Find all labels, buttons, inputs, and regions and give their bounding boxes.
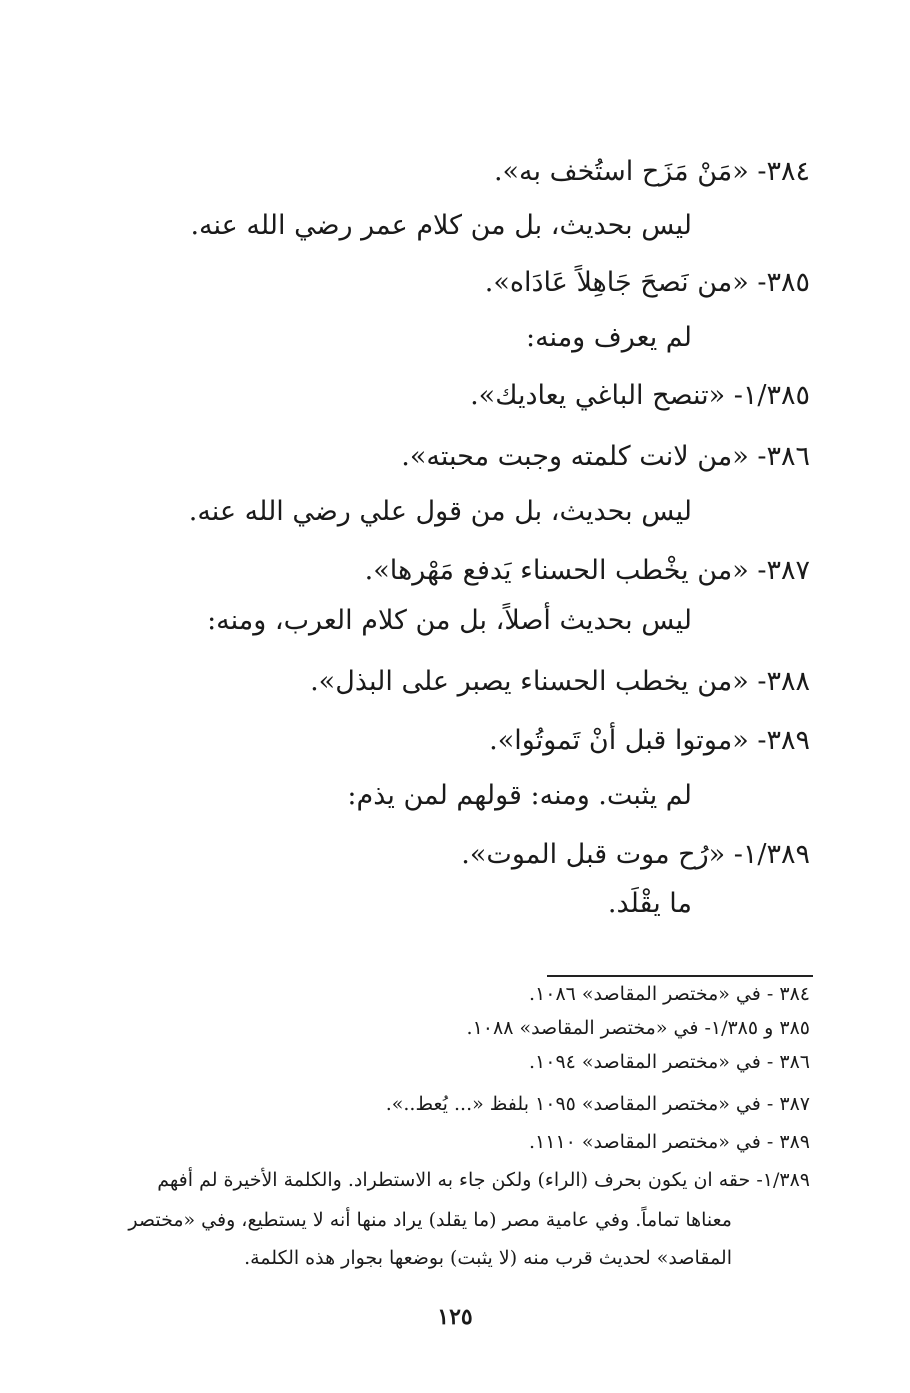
footnote-384 (529, 980, 810, 1008)
entry-number: ١/٣٨٩- (733, 839, 810, 870)
page-number: ١٢٥ (437, 1304, 473, 1330)
footnote-divider (547, 975, 813, 977)
footnote-ref: ٣٨٩ - (766, 1131, 810, 1153)
footnote-386 (529, 1048, 810, 1076)
entry-386 (401, 437, 810, 477)
entry-number: ٣٨٧- (757, 555, 810, 586)
footnote-ref: ٣٨٦ - (766, 1051, 810, 1073)
footnote-text: في «مختصر المقاصد» ١٠٩٤. (529, 1051, 761, 1073)
entry-text: «من يخطب الحسناء يصبر على البذل». (310, 666, 749, 697)
footnote-389 (529, 1128, 810, 1156)
entry-389-1 (461, 835, 810, 875)
entry-385 (485, 263, 810, 303)
entry-386-comment: ليس بحديث، بل من قول علي رضي الله عنه. (188, 496, 692, 527)
entry-number: ٣٨٩- (757, 725, 810, 756)
entry-text: «رُح موت قبل الموت». (461, 839, 726, 870)
entry-number: ٣٨٤- (757, 156, 810, 187)
entry-384-comment: ليس بحديث، بل من كلام عمر رضي الله عنه. (190, 210, 692, 241)
entry-text: «تنصح الباغي يعاديك». (470, 380, 726, 411)
footnote-ref: ٣٨٥ و ١/٣٨٥- (704, 1017, 810, 1039)
footnote-ref: ١/٣٨٩- (756, 1169, 810, 1191)
entry-text: «من لانت كلمته وجبت محبته». (401, 441, 749, 472)
footnote-text-line: حقه ان يكون بحرف (الراء) ولكن جاء به الاستطراد. والكلمة الأخيرة لم أفهم (157, 1169, 751, 1191)
entry-385-comment: لم يعرف ومنه: (525, 322, 692, 353)
entry-number: ٣٨٨- (757, 666, 810, 697)
entry-389-comment: لم يثبت. ومنه: قولهم لمن يذم: (347, 780, 692, 811)
footnote-389-1-line-2: معناها تماماً. وفي عامية مصر (ما يقلد) يراد منها أنه لا يستطيع، وفي «مختصر (128, 1209, 732, 1231)
entry-number: ٣٨٦- (757, 441, 810, 472)
entry-387 (365, 551, 810, 591)
footnote-text: في «مختصر المقاصد» ١٠٨٦. (529, 983, 761, 1005)
entry-number: ١/٣٨٥- (733, 380, 810, 411)
entry-text: «مَنْ مَزَح استُخف به». (493, 156, 749, 187)
entry-384 (494, 152, 810, 192)
footnote-text: في «مختصر المقاصد» ١٠٩٥ بلفظ «... يُعط..». (385, 1093, 761, 1115)
entry-text: «من يخْطب الحسناء يَدفع مَهْرها». (364, 555, 749, 586)
footnote-ref: ٣٨٧ - (766, 1093, 810, 1115)
entry-389-1-comment: ما يقْلَد. (607, 888, 692, 919)
entry-number: ٣٨٥- (757, 267, 810, 298)
entry-text: «من نَصحَ جَاهِلاً عَادَاه». (484, 267, 749, 298)
entry-text: «موتوا قبل أنْ تَموتُوا». (489, 725, 749, 756)
footnote-389-1-line-3: المقاصد» لحديث قرب منه (لا يثبت) بوضعها بجوار هذه الكلمة. (244, 1247, 732, 1269)
footnote-ref: ٣٨٤ - (766, 983, 810, 1005)
footnote-387 (386, 1090, 810, 1118)
entry-387-comment: ليس بحديث أصلاً، بل من كلام العرب، ومنه: (207, 605, 692, 636)
footnote-text: في «مختصر المقاصد» ١١١٠. (529, 1131, 761, 1153)
entry-388 (310, 662, 810, 702)
footnote-text: في «مختصر المقاصد» ١٠٨٨. (466, 1017, 699, 1039)
entry-389 (489, 721, 810, 761)
entry-385-1 (470, 376, 810, 416)
footnote-385 (467, 1014, 810, 1042)
footnote-389-1 (157, 1166, 810, 1194)
